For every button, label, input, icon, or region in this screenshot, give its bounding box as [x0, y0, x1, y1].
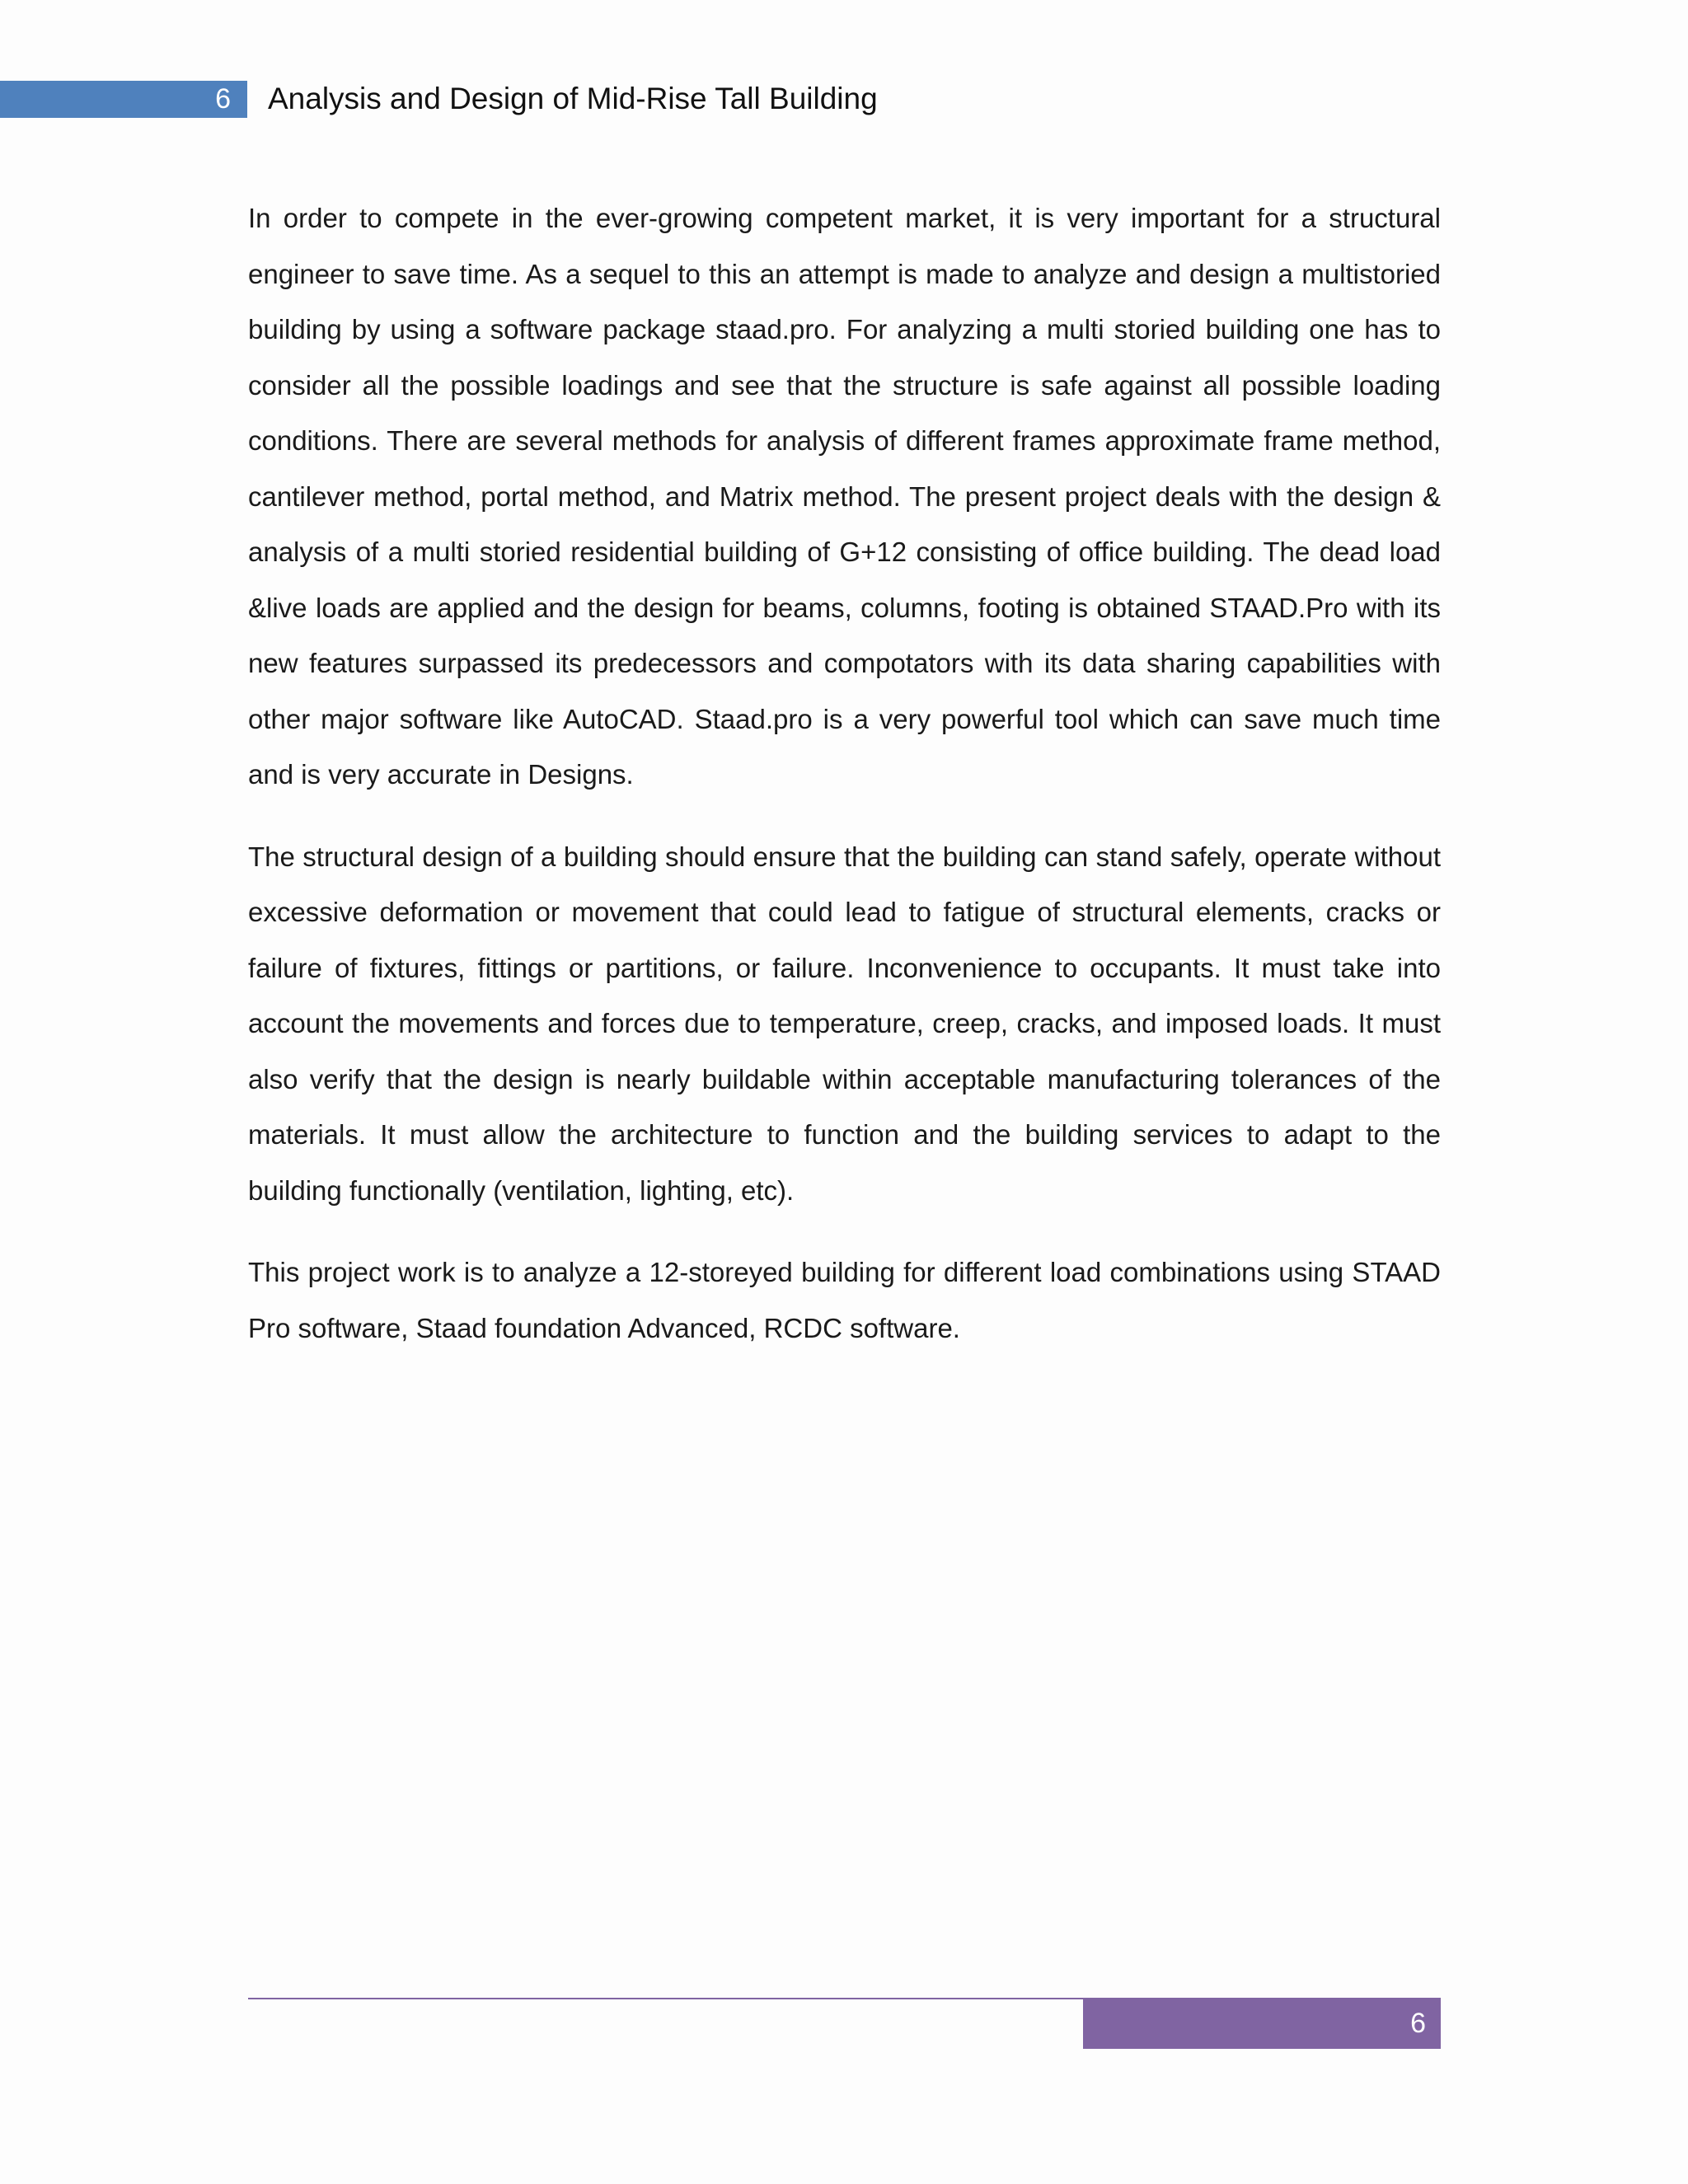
- running-header-title: Analysis and Design of Mid-Rise Tall Building: [268, 82, 878, 115]
- header-page-number: 6: [215, 83, 231, 115]
- footer-page-number: 6: [1410, 2008, 1426, 2039]
- paragraph-project-scope: This project work is to analyze a 12-storeyed building for different load combinations using STAAD Pro software, Staad foundation Advanced, RCDC software.: [248, 1257, 1441, 1343]
- footer-page-band: [1083, 1998, 1441, 2049]
- paragraph-intro: In order to compete in the ever-growing competent market, it is very important for a structural engineer to save time. As a sequel to this an attempt is made to analyze and design a multistoried building by using a software package staad.pro. For analyzing a multi storied building one has to consider all the possible loadings and see that the structure is safe against all possible loading conditions. There are several methods for analysis of different frames approximate frame method, cantilever method, portal method, and Matrix method. The present project deals with the design & analysis of a multi storied residential building of G+12 consisting of office building. The dead load &live loads are applied and the design for beams, columns, footing is obtained STAAD.Pro with its new features surpassed its predecessors and compotators with its data sharing capabilities with other major software like AutoCAD. Staad.pro is a very powerful tool which can save much time and is very accurate in Designs.: [248, 203, 1441, 790]
- footer-rule: [248, 1998, 1083, 1999]
- body-text: [248, 190, 1441, 1382]
- paragraph-structural-design: The structural design of a building should ensure that the building can stand safely, operate without excessive deformation or movement that could lead to fatigue of structural elements, cracks or failure of fixtures, fittings or partitions, or failure. Inconvenience to occupants. It must take into account the movements and forces due to temperature, creep, cracks, and imposed loads. It must also verify that the design is nearly buildable within acceptable manufacturing tolerances of the materials. It must allow the architecture to function and the building services to adapt to the building functionally (ventilation, lighting, etc).: [248, 841, 1441, 1206]
- header-page-band: [0, 81, 247, 118]
